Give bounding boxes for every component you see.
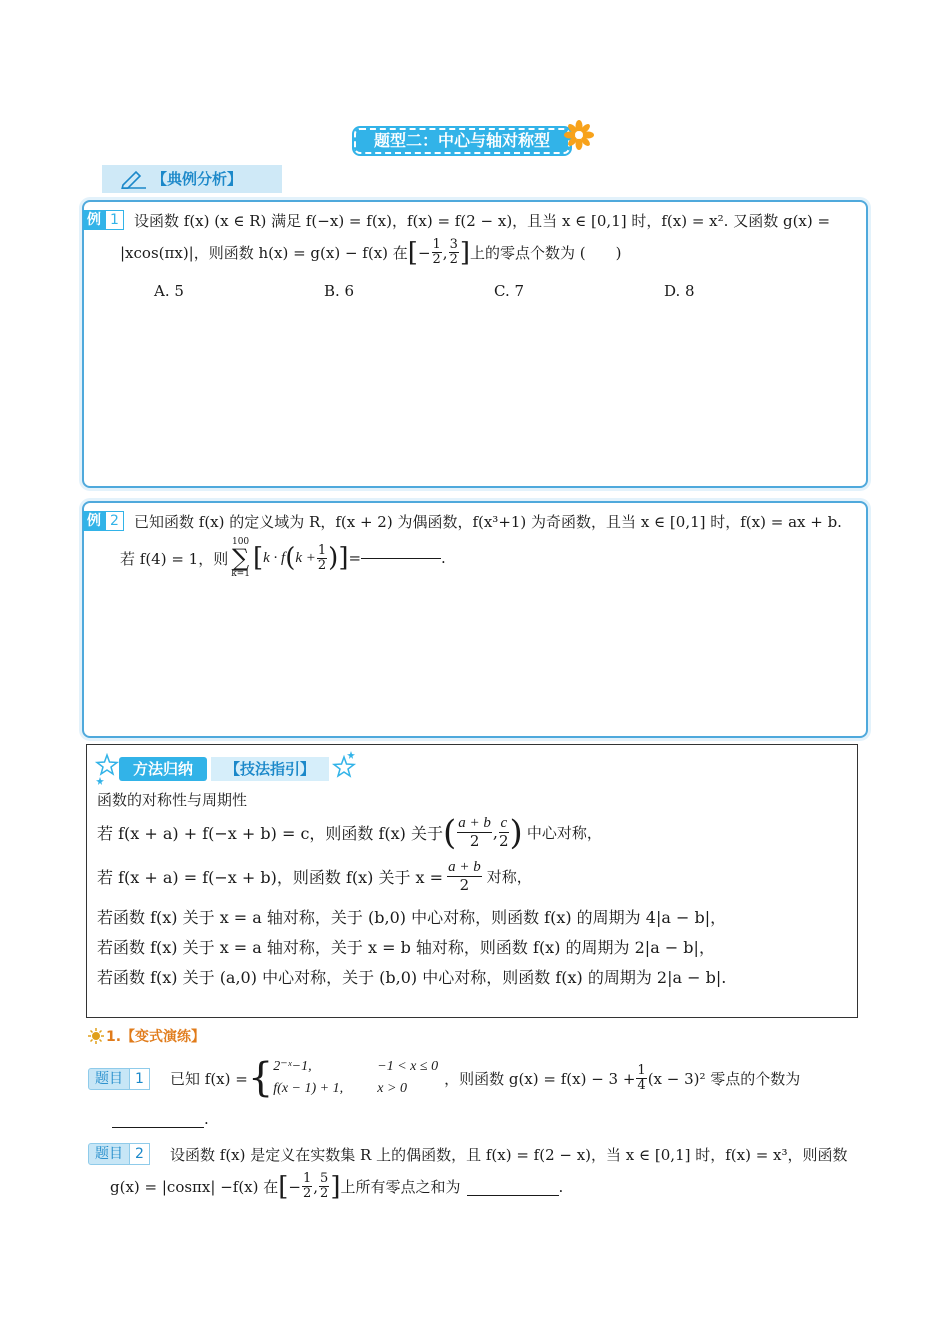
- example-2-box: [82, 501, 868, 738]
- method-header-title: 方法归纳: [119, 757, 207, 781]
- example-2-line-2-pre: 若 f(4) = 1，则: [120, 549, 229, 568]
- fraction: $\frac{a + b}{2}$: [448, 859, 481, 894]
- fraction: $\frac{1}{2}$: [302, 1171, 312, 1201]
- example-badge-word: 例: [83, 511, 105, 531]
- star-icon: [95, 753, 119, 785]
- answer-blank[interactable]: [112, 1110, 204, 1128]
- method-line-5: 若函数 f(x) 关于 x = a 轴对称，关于 x = b 轴对称，则函数 f(x) 的周期为 2|a − b|，: [97, 938, 715, 957]
- example-2-line-2: 若 f(4) = 1，则 100 ∑ k=1 [ k · f ( k + $\frac{1}{2}$ ) ] = .: [120, 537, 446, 579]
- question-2-badge: 题目 2: [88, 1143, 150, 1165]
- question-1-answer-line: .: [112, 1110, 209, 1128]
- star-icon: [331, 751, 357, 785]
- method-summary-box: [86, 744, 858, 1018]
- example-1-box: [82, 200, 868, 488]
- fraction: $\frac{1}{2}$: [317, 542, 327, 573]
- summation-symbol: 100 ∑ k=1: [231, 537, 250, 579]
- method-header: [95, 751, 355, 785]
- example-1-line-2: |xcos(πx)|，则函数 h(x) = g(x) − f(x) 在 [ − $\frac{1}{2}$ , $\frac{3}{2}$ ] 上的零点个数为 ( ): [120, 237, 622, 268]
- example-1-line-2-post: 上的零点个数为 ( ): [470, 244, 622, 262]
- page-title-banner: [354, 126, 592, 156]
- method-line-4: 若函数 f(x) 关于 x = a 轴对称，关于 (b,0) 中心对称，则函数 f(x) 的周期为 4|a − b|，: [97, 908, 727, 927]
- section-label-text: 【典例分析】: [152, 170, 243, 188]
- example-1-line-1: 设函数 f(x) (x ∈ R) 满足 f(−x) = f(x)，f(x) = f(2 − x)，且当 x ∈ [0,1] 时，f(x) = x². 又函数 g(x) =: [134, 212, 831, 230]
- method-line-6: 若函数 f(x) 关于 (a,0) 中心对称，关于 (b,0) 中心对称，则函数 f(x) 的周期为 2|a − b|.: [97, 968, 727, 987]
- example-1-line-2-pre: |xcos(πx)|，则函数 h(x) = g(x) − f(x) 在: [120, 244, 408, 262]
- answer-blank[interactable]: [467, 1178, 559, 1196]
- method-line-1: 函数的对称性与周期性: [97, 791, 248, 809]
- page-title: 题型二：中心与轴对称型: [354, 128, 570, 154]
- example-2-badge: [83, 511, 124, 531]
- question-2-line-1: 设函数 f(x) 是定义在实数集 R 上的偶函数，且 f(x) = f(2 − x)，当 x ∈ [0,1] 时，f(x) = x³，则函数: [170, 1146, 848, 1164]
- option-a: A. 5: [154, 282, 184, 300]
- method-line-2: 若 f(x + a) + f(−x + b) = c，则函数 f(x) 关于 ( $\frac{a + b}{2}$ , $\frac{c}{2}$ ) 中心对称，: [97, 812, 602, 853]
- option-b: B. 6: [324, 282, 355, 300]
- fraction: $\frac{1}{4}$: [637, 1062, 646, 1093]
- method-line-3: 若 f(x + a) = f(−x + b)，则函数 f(x) 关于 x = $\frac{a + b}{2}$ 对称，: [97, 859, 532, 894]
- example-badge-number: 1: [105, 210, 124, 230]
- variant-section-label: [88, 1026, 205, 1046]
- option-d: D. 8: [664, 282, 695, 300]
- sun-icon: [88, 1028, 104, 1044]
- fraction: $\frac{1}{2}$: [432, 237, 441, 267]
- section-label-example-analysis: [102, 165, 282, 193]
- fraction: $\frac{a + b}{2}$: [458, 815, 491, 850]
- pencil-icon: [120, 169, 148, 189]
- piecewise-cases: 2⁻ˣ−1, −1 < x ≤ 0 f(x − 1) + 1, x > 0: [273, 1059, 439, 1096]
- fraction: $\frac{c}{2}$: [499, 815, 509, 850]
- example-1-badge: [83, 210, 124, 230]
- question-1-text: 已知 f(x) = { 2⁻ˣ−1, −1 < x ≤ 0 f(x − 1) + 1, x > 0 ，则函数 g(x) = f(x) − 3 + $\frac{1}{4}$ (x − 3)² 零点的个数为: [170, 1055, 801, 1101]
- method-header-subtitle: 【技法指引】: [211, 757, 329, 781]
- example-2-line-1: 已知函数 f(x) 的定义域为 R，f(x + 2) 为偶函数，f(x³+1) 为奇函数，且当 x ∈ [0,1] 时，f(x) = ax + b.: [134, 513, 842, 531]
- fraction: $\frac{5}{2}$: [320, 1171, 329, 1201]
- fraction: $\frac{3}{2}$: [449, 237, 458, 267]
- question-2-line-2: g(x) = |cosπx| −f(x) 在 [ − $\frac{1}{2}$ , $\frac{5}{2}$ ] 上所有零点之和为 .: [110, 1171, 564, 1202]
- example-badge-word: 例: [83, 210, 105, 230]
- question-1-badge: 题目 1: [88, 1068, 150, 1090]
- flower-icon: [564, 120, 594, 150]
- example-badge-number: 2: [105, 511, 124, 531]
- answer-blank[interactable]: [361, 558, 441, 559]
- variant-label-text: 1.【变式演练】: [106, 1029, 206, 1045]
- option-c: C. 7: [494, 282, 525, 300]
